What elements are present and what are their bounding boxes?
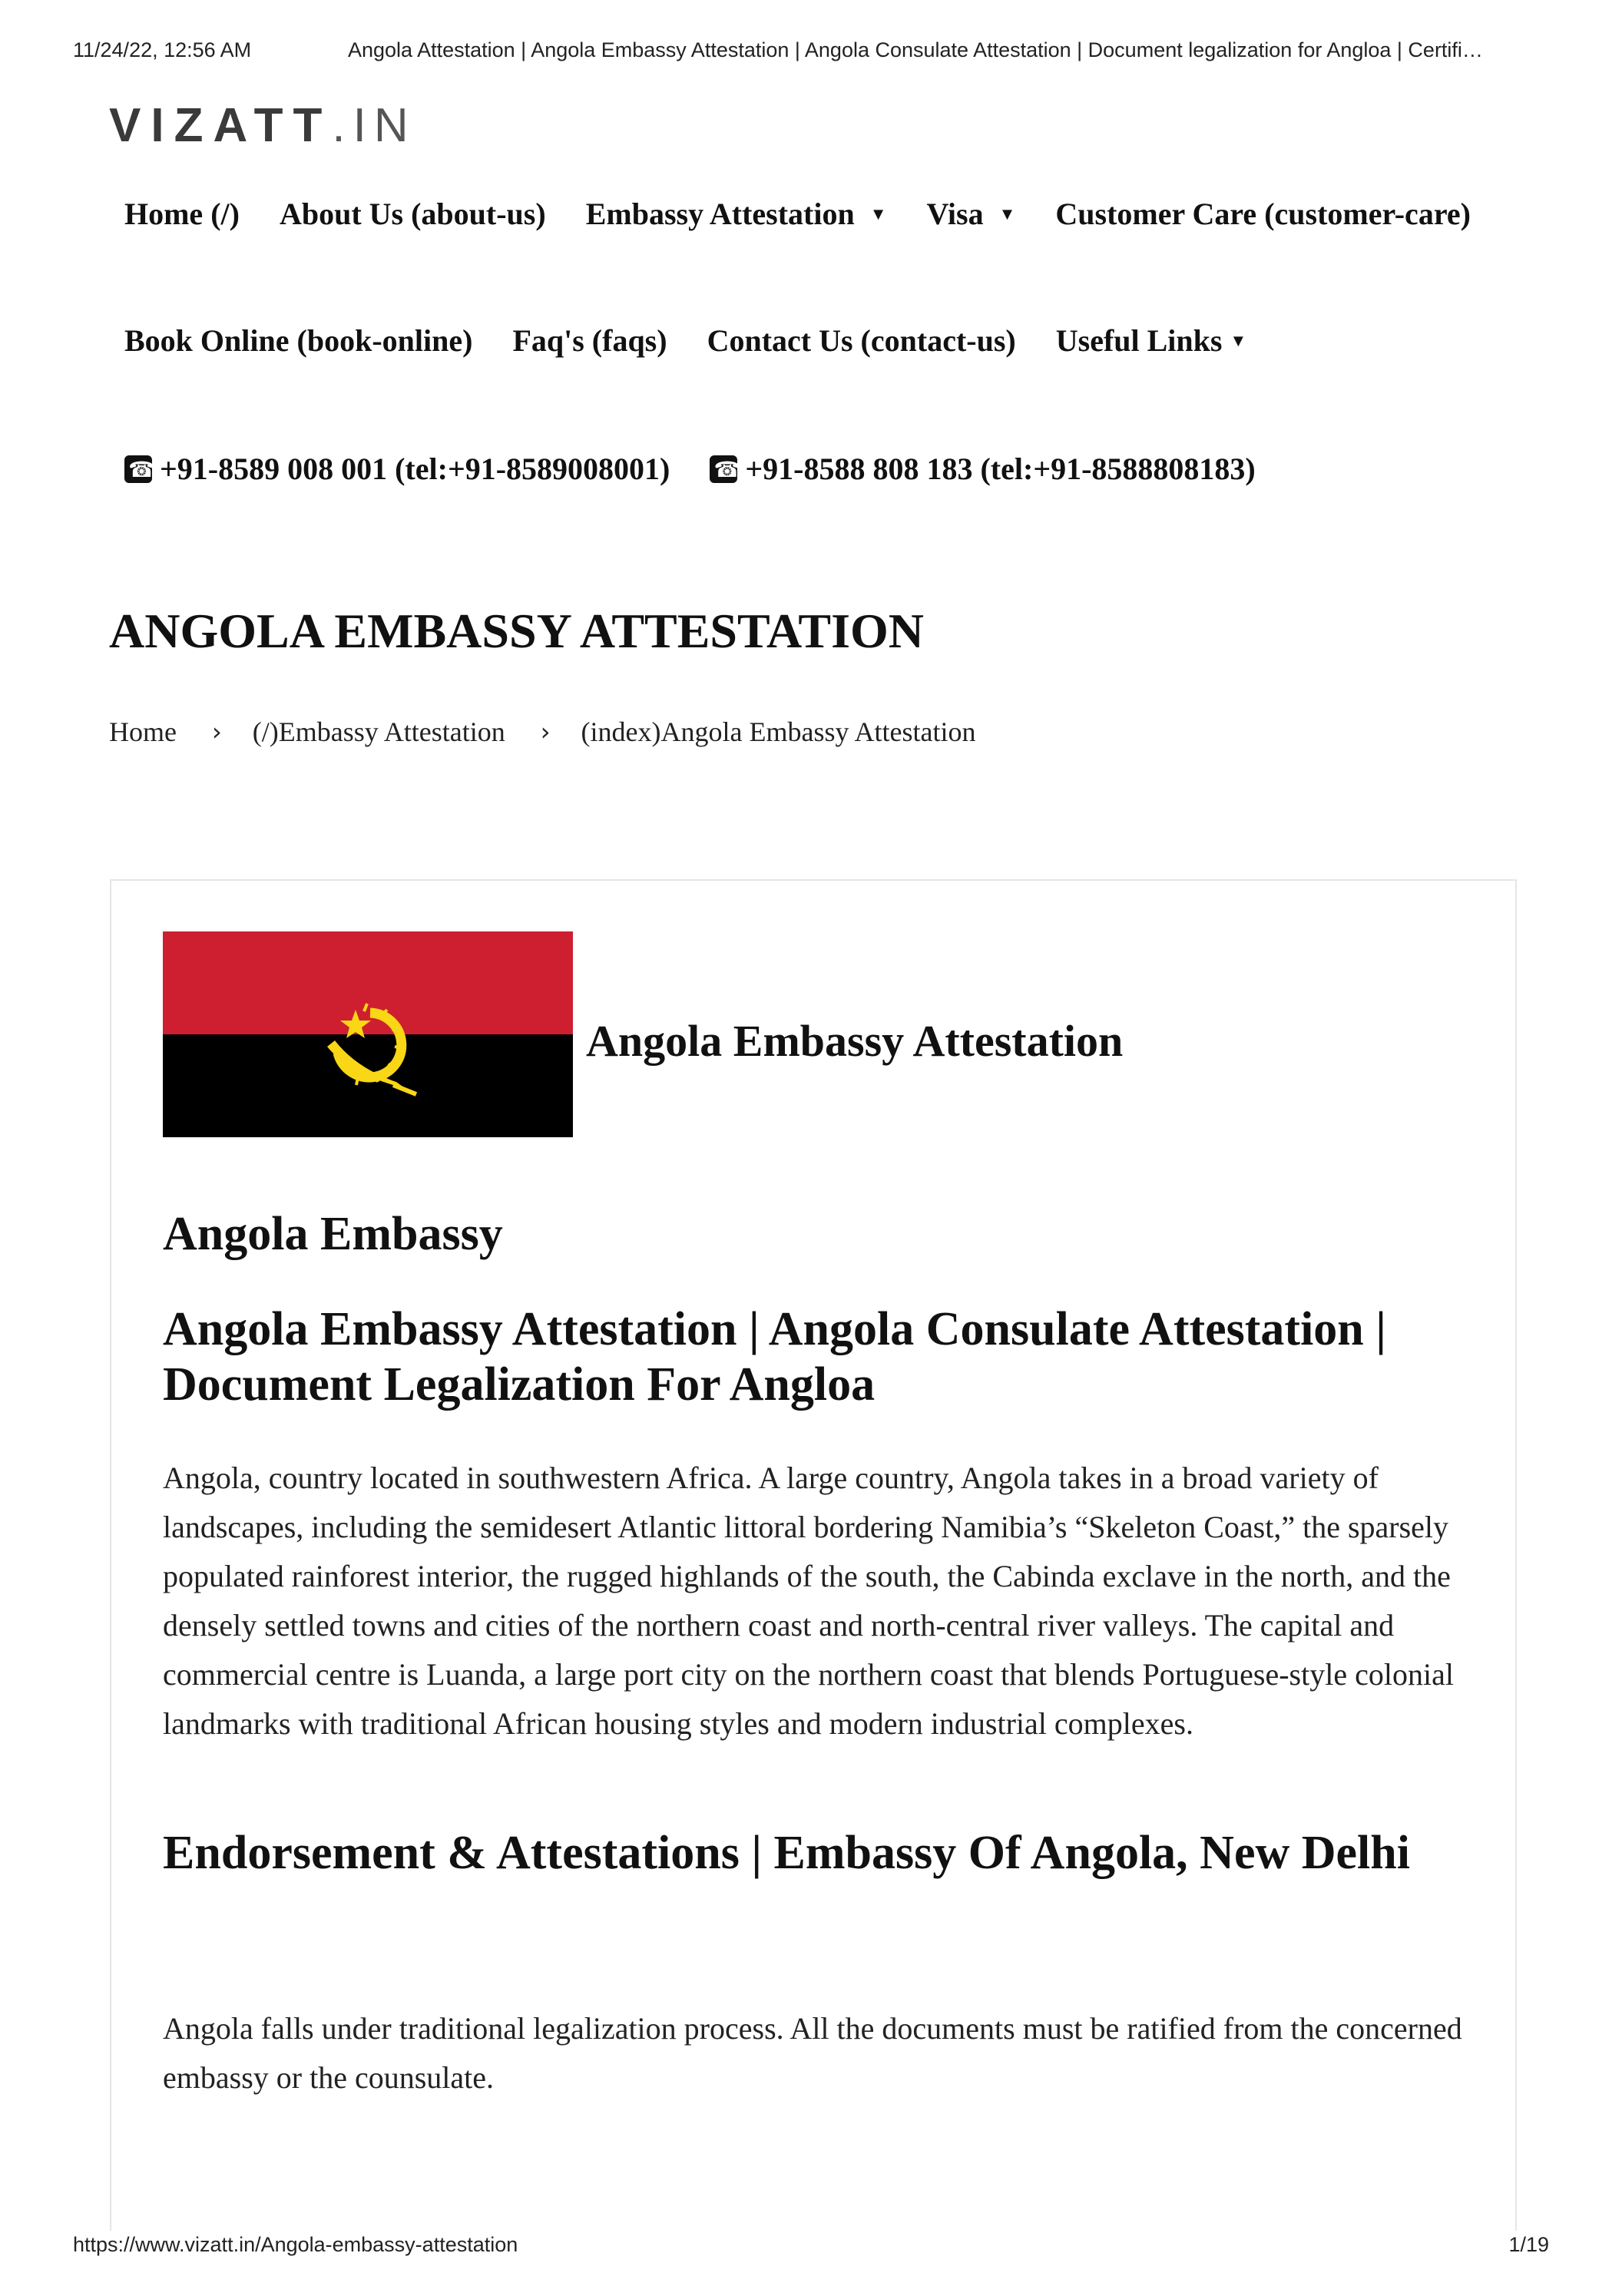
caret-down-icon: ▼	[1230, 330, 1247, 350]
nav-visa[interactable]	[927, 196, 1016, 232]
caret-down-icon: ▼	[998, 203, 1016, 223]
logo-tld: .IN	[332, 99, 416, 152]
flag-red-band	[163, 931, 573, 1034]
phone-number-2: +91-8588 808 183 (tel:+91-8588808183)	[745, 452, 1256, 486]
heading-attestation-legalization: Angola Embassy Attestation | Angola Consulate Attestation | Document Legalization For Angloa	[163, 1303, 1386, 1411]
phone-number-1: +91-8589 008 001 (tel:+91-8589008001)	[160, 452, 670, 486]
nav-useful-links-label: Useful Links	[1055, 323, 1223, 358]
phone-link-2[interactable]	[710, 451, 1255, 487]
heading-endorsement: Endorsement & Attestations | Embassy Of Angola, New Delhi	[163, 1827, 1410, 1879]
nav-visa-label: Visa	[926, 197, 984, 231]
print-header	[73, 38, 1549, 69]
nav-book-online[interactable]: Book Online (book-online)	[124, 323, 473, 358]
print-datetime: 11/24/22, 12:56 AM	[73, 38, 252, 61]
phone-icon	[124, 455, 152, 483]
chevron-right-icon: ›	[540, 717, 551, 746]
paragraph-legalization: Angola falls under traditional legalization process. All the documents must be ratified from the concerned embassy or the counsulate.	[163, 2011, 1462, 2095]
nav-home[interactable]: Home (/)	[124, 197, 240, 231]
phone-icon	[710, 455, 737, 483]
nav-faqs[interactable]: Faq's (faqs)	[512, 323, 667, 358]
breadcrumb-embassy-attestation[interactable]: (/)Embassy Attestation	[252, 716, 505, 747]
nav-contact-us[interactable]: Contact Us (contact-us)	[707, 323, 1016, 358]
logo-brand: VIZATT	[109, 99, 333, 152]
nav-customer-care[interactable]: Customer Care (customer-care)	[1055, 197, 1471, 231]
print-document-title: Angola Attestation | Angola Embassy Attestation | Angola Consulate Attestation | Document legalization for Angloa | Certifi…	[348, 38, 1483, 61]
phone-links-row	[124, 451, 1296, 487]
heading-angola-embassy: Angola Embassy	[163, 1208, 503, 1260]
chevron-right-icon: ›	[211, 717, 222, 746]
breadcrumb	[109, 716, 975, 748]
flag-black-band	[163, 1034, 573, 1137]
print-footer	[73, 2233, 1549, 2264]
paragraph-angola-intro: Angola, country located in southwestern Africa. A large country, Angola takes in a broad variety of landscapes, including the semidesert Atlantic littoral bordering Namibia’s “Skeleton Coast,” the sparsely populated rainforest interior, the rugged highlands of the south, the Cabinda exclave in the north, and the densely settled towns and cities of the northern coast and north-central river valleys. The capital and commercial centre is Luanda, a large port city on the northern coast that blends Portuguese-style colonial landmarks with traditional African housing styles and modern industrial complexes.	[163, 1461, 1454, 1741]
nav-useful-links[interactable]	[1056, 323, 1247, 359]
nav-embassy-attestation[interactable]	[586, 196, 887, 232]
angola-flag-image	[163, 931, 573, 1137]
phone-link-1[interactable]	[124, 451, 670, 487]
main-nav-row-1	[124, 196, 1511, 232]
nav-about-us[interactable]: About Us (about-us)	[279, 197, 546, 231]
page-title: ANGOLA EMBASSY ATTESTATION	[109, 604, 924, 658]
breadcrumb-current: (index)Angola Embassy Attestation	[581, 716, 976, 747]
main-nav-row-2	[124, 323, 1286, 359]
breadcrumb-home[interactable]: Home	[109, 716, 177, 747]
print-page-number: 1/19	[1508, 2233, 1549, 2256]
nav-embassy-attestation-label: Embassy Attestation	[585, 197, 855, 231]
caret-down-icon: ▼	[869, 203, 887, 223]
flag-heading: Angola Embassy Attestation	[586, 1016, 1124, 1066]
site-logo[interactable]	[109, 98, 416, 153]
print-url: https://www.vizatt.in/Angola-embassy-attestation	[73, 2233, 518, 2256]
